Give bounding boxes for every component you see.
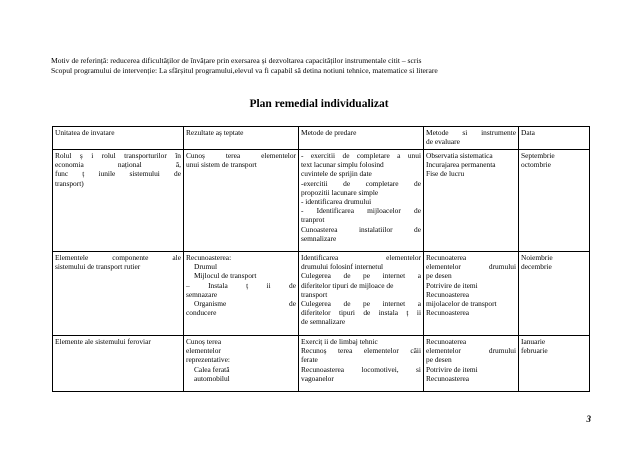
page-title: Plan remedial individualizat — [249, 98, 389, 110]
table-row — [53, 336, 590, 392]
scop-line: Scopul programului de intervenție: La sfârșitul programului,elevul va fi capabil să detina notiuni tehnice, matematice si literare — [51, 66, 438, 76]
header-data: Data — [519, 127, 590, 150]
intro-block — [51, 56, 591, 77]
cell-data: Noiembrie decembrie — [519, 252, 590, 336]
cell-data: Ianuarie februarie — [519, 336, 590, 392]
header-unitate: Unitatea de invatare — [53, 127, 184, 150]
cell-instrumente: Observatia sistematica Incurajarea permanenta Fise de lucru — [424, 150, 519, 252]
cell-unitate: Elementele componente ale sistemului de transport rutier — [53, 252, 184, 336]
page-number: 3 — [586, 414, 591, 424]
cell-unitate: Elemente ale sistemului feroviar — [53, 336, 184, 392]
cell-rezultate: Cunoș terea elementelor unui sistem de transport — [184, 150, 299, 252]
table-row — [53, 252, 590, 336]
cell-rezultate: Recunoasterea: Drumul Mijlocul de transport – Instala ț ii de semnazare Organisme de conducere — [184, 252, 299, 336]
plan-table — [52, 126, 590, 392]
motiv-line: Motiv de referință: reducerea dificultăților de învățare prin exersarea și dezvoltarea capacităților instrumentale citit – scris — [51, 56, 422, 65]
cell-instrumente: Recunoaterea elementelor drumului pe desen Potrivire de itemi Recunoasterea — [424, 336, 519, 392]
cell-data: Septembrie octombrie — [519, 150, 590, 252]
header-rezultate: Rezultate aș teptate — [184, 127, 299, 150]
cell-rezultate: Cunoș terea elementelor reprezentative: Calea ferată automobilul — [184, 336, 299, 392]
cell-metode: - exercitii de completare a unui text lacunar simplu folosind cuvintele de sprijin date -exercitii de completare de propozitii lacunare simple - identificarea drumului - Identificarea mijloacelor de tranprot Cunoasterea instalatiilor de semnalizare — [299, 150, 424, 252]
cell-unitate: Rolul ș i rolul transporturilor în economia național ă, func ț iunile sistemului de transport) — [53, 150, 184, 252]
header-instrumente: Metode si instrumente de evaluare — [424, 127, 519, 150]
cell-metode: Exerciț ii de limbaj tehnic Recunoș terea elementelor căii ferate Recunoasterea locomotivei, si vagoanelor — [299, 336, 424, 392]
cell-instrumente: Recunoaterea elementelor drumului pe desen Potrivire de itemi Recunoasterea mijolacelor de transport Recunoasterea — [424, 252, 519, 336]
table-header-row — [53, 127, 590, 150]
cell-metode: Identificarea elementelor drumului folosinf internetul Culegerea de pe internet a diferitelor tipuri de mijloace de transport Culegerea de pe internet a diferitelor tipuri de instala ț ii de semnalizare — [299, 252, 424, 336]
table-row — [53, 150, 590, 252]
header-metode: Metode de predare — [299, 127, 424, 150]
